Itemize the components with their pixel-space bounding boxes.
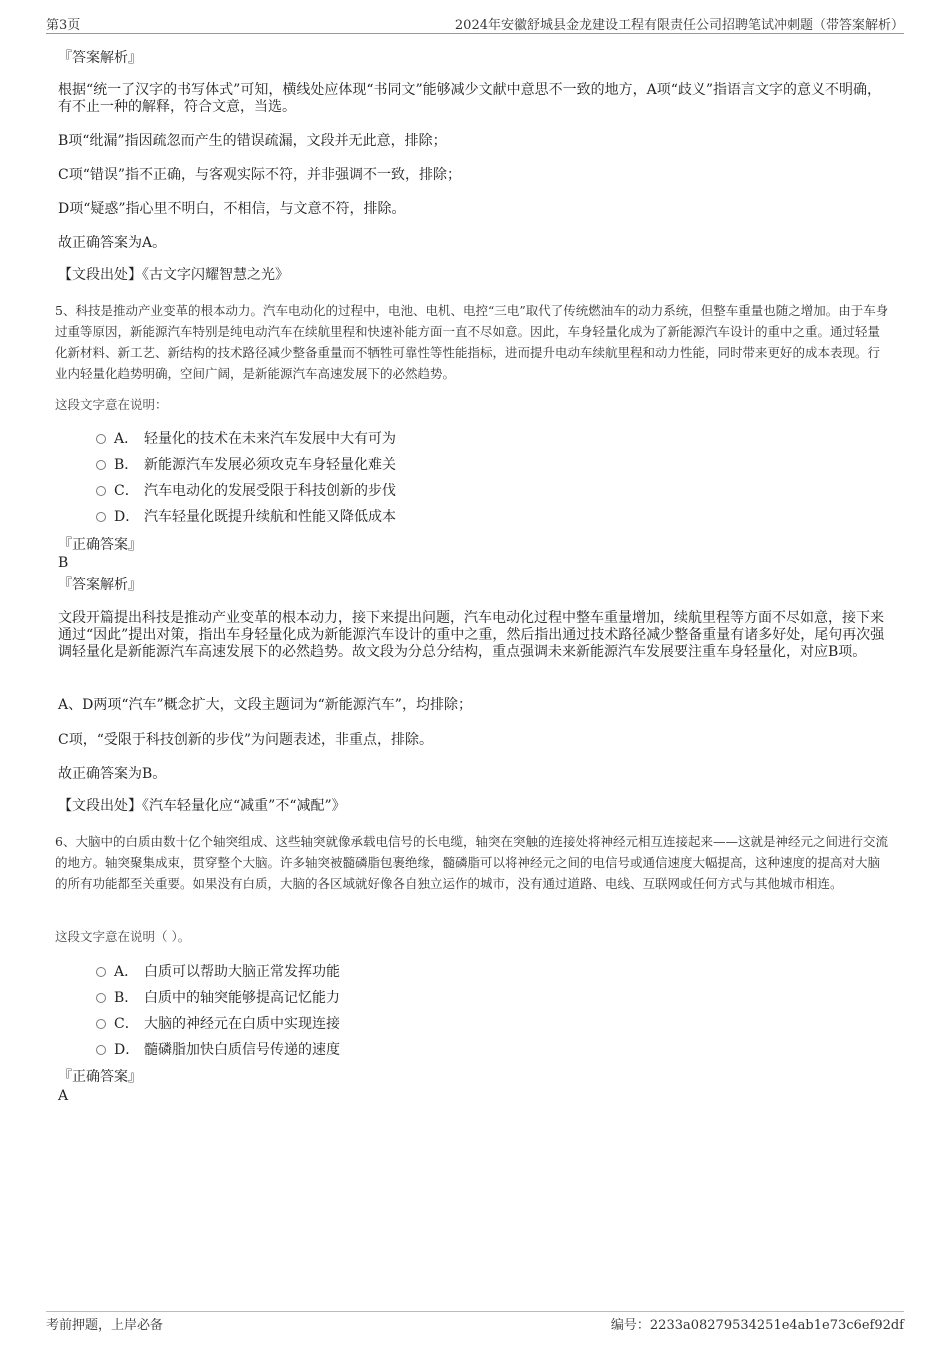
- document-title: 2024年安徽舒城县金龙建设工程有限责任公司招聘笔试冲刺题（带答案解析）: [454, 18, 904, 33]
- q4-analysis-paragraph: 根据“统一了汉字的书写体式”可知，横线处应体现“书同文”能够减少文献中意思不一致的地方，A项“歧义”指语言文字的意义不明确，有不止一种的解释，符合文意，当选。: [58, 82, 882, 115]
- radio-icon[interactable]: [96, 1019, 106, 1029]
- q6-option-c[interactable]: C． 大脑的神经元在白质中实现连接: [96, 1015, 340, 1033]
- page-header: [46, 14, 904, 34]
- q5-answer: B: [58, 555, 69, 571]
- radio-icon[interactable]: [96, 512, 106, 522]
- page-number: 第3页: [46, 18, 81, 33]
- radio-icon[interactable]: [96, 434, 106, 444]
- q5-analysis-paragraph: 文段开篇提出科技是推动产业变革的根本动力，接下来提出问题，汽车电动化过程中整车重量增加，续航里程等方面不尽如意，接下来通过“因此”提出对策，指出车身轻量化成为新能源汽车设计的重中之重，然后指出通过技术路径减少整备重量有诸多好处，尾句再次强调轻量化是新能源汽车高速发展下的必然趋势。故文段为分总分结构，重点强调未来新能源汽车发展要注重车身轻量化，对应B项。: [58, 610, 885, 660]
- q4-analysis-option-c: C项“错误”指不正确，与客观实际不符，并非强调不一致，排除；: [58, 167, 462, 183]
- radio-icon[interactable]: [96, 993, 106, 1003]
- q5-option-c[interactable]: C． 汽车电动化的发展受限于科技创新的步伐: [96, 482, 396, 500]
- page-footer: [46, 1314, 904, 1332]
- q5-passage: 5、科技是推动产业变革的根本动力。汽车电动化的过程中，电池、电机、电控“三电”取代了传统燃油车的动力系统，但整车重量也随之增加。由于车身过重等原因，新能源汽车特别是纯电动汽车在续航里程和快速补能方面一直不尽如意。因此，车身轻量化成为了新能源汽车设计的重中之重。通过轻量化新材料、新工艺、新结构的技术路径减少整备重量而不牺牲可靠性等性能指标，进而提升电动车续航里程和动力性能，同时带来更好的成本表现。行业内轻量化趋势明确，空间广阔，是新能源汽车高速发展下的必然趋势。: [55, 303, 889, 381]
- radio-icon[interactable]: [96, 460, 106, 470]
- radio-icon[interactable]: [96, 486, 106, 496]
- q5-analysis-option-c: C项，“受限于科技创新的步伐”为问题表述，非重点，排除。: [58, 732, 434, 748]
- q6-passage: 6、大脑中的白质由数十亿个轴突组成、这些轴突就像承载电信号的长电缆，轴突在突触的连接处将神经元相互连接起来——这就是神经元之间进行交流的地方。轴突聚集成束，贯穿整个大脑。许多轴突被髓磷脂包裹绝缘，髓磷脂可以将神经元之间的电信号或通信速度大幅提高，这种速度的提高对大脑的所有功能都至关重要。如果没有白质，大脑的各区域就好像各自独立运作的城市，没有通过道路、电线、互联网或任何方式与其他城市相连。: [55, 834, 888, 891]
- q6-answer-label: 『正确答案』: [58, 1069, 142, 1085]
- header-divider: [46, 33, 904, 34]
- document-id: 编号：2233a08279534251e4ab1e73c6ef92df: [610, 1318, 904, 1333]
- footer-divider: [46, 1311, 904, 1312]
- q5-option-b[interactable]: B． 新能源汽车发展必须攻克车身轻量化难关: [96, 456, 396, 474]
- q5-option-a[interactable]: A． 轻量化的技术在未来汽车发展中大有可为: [96, 430, 396, 448]
- radio-icon[interactable]: [96, 1045, 106, 1055]
- radio-icon[interactable]: [96, 967, 106, 977]
- q5-analysis-option-ad: A、D两项“汽车”概念扩大，文段主题词为“新能源汽车”，均排除；: [58, 697, 472, 713]
- q4-analysis-option-d: D项“疑惑”指心里不明白，不相信，与文意不符，排除。: [58, 201, 406, 217]
- q5-option-d[interactable]: D． 汽车轻量化既提升续航和性能又降低成本: [96, 508, 396, 526]
- q6-option-b[interactable]: B． 白质中的轴突能够提高记忆能力: [96, 989, 340, 1007]
- q5-prompt: 这段文字意在说明：: [55, 397, 168, 412]
- q5-source: 【文段出处】《汽车轻量化应“减重”不“减配”》: [58, 798, 346, 814]
- q5-answer-label: 『正确答案』: [58, 537, 142, 553]
- q6-prompt: 这段文字意在说明（ ）。: [55, 929, 191, 944]
- q5-conclusion: 故正确答案为B。: [58, 766, 167, 782]
- q6-answer: A: [58, 1088, 69, 1104]
- q6-option-d[interactable]: D． 髓磷脂加快白质信号传递的速度: [96, 1041, 340, 1059]
- q5-analysis-label: 『答案解析』: [58, 577, 142, 593]
- q4-conclusion: 故正确答案为A。: [58, 235, 167, 251]
- q6-option-a[interactable]: A． 白质可以帮助大脑正常发挥功能: [96, 963, 340, 981]
- footer-slogan: 考前押题，上岸必备: [46, 1318, 164, 1333]
- q4-source: 【文段出处】《古文字闪耀智慧之光》: [58, 267, 289, 283]
- q4-analysis-label: 『答案解析』: [58, 50, 142, 66]
- q4-analysis-option-b: B项“纰漏”指因疏忽而产生的错误疏漏，文段并无此意，排除；: [58, 133, 447, 149]
